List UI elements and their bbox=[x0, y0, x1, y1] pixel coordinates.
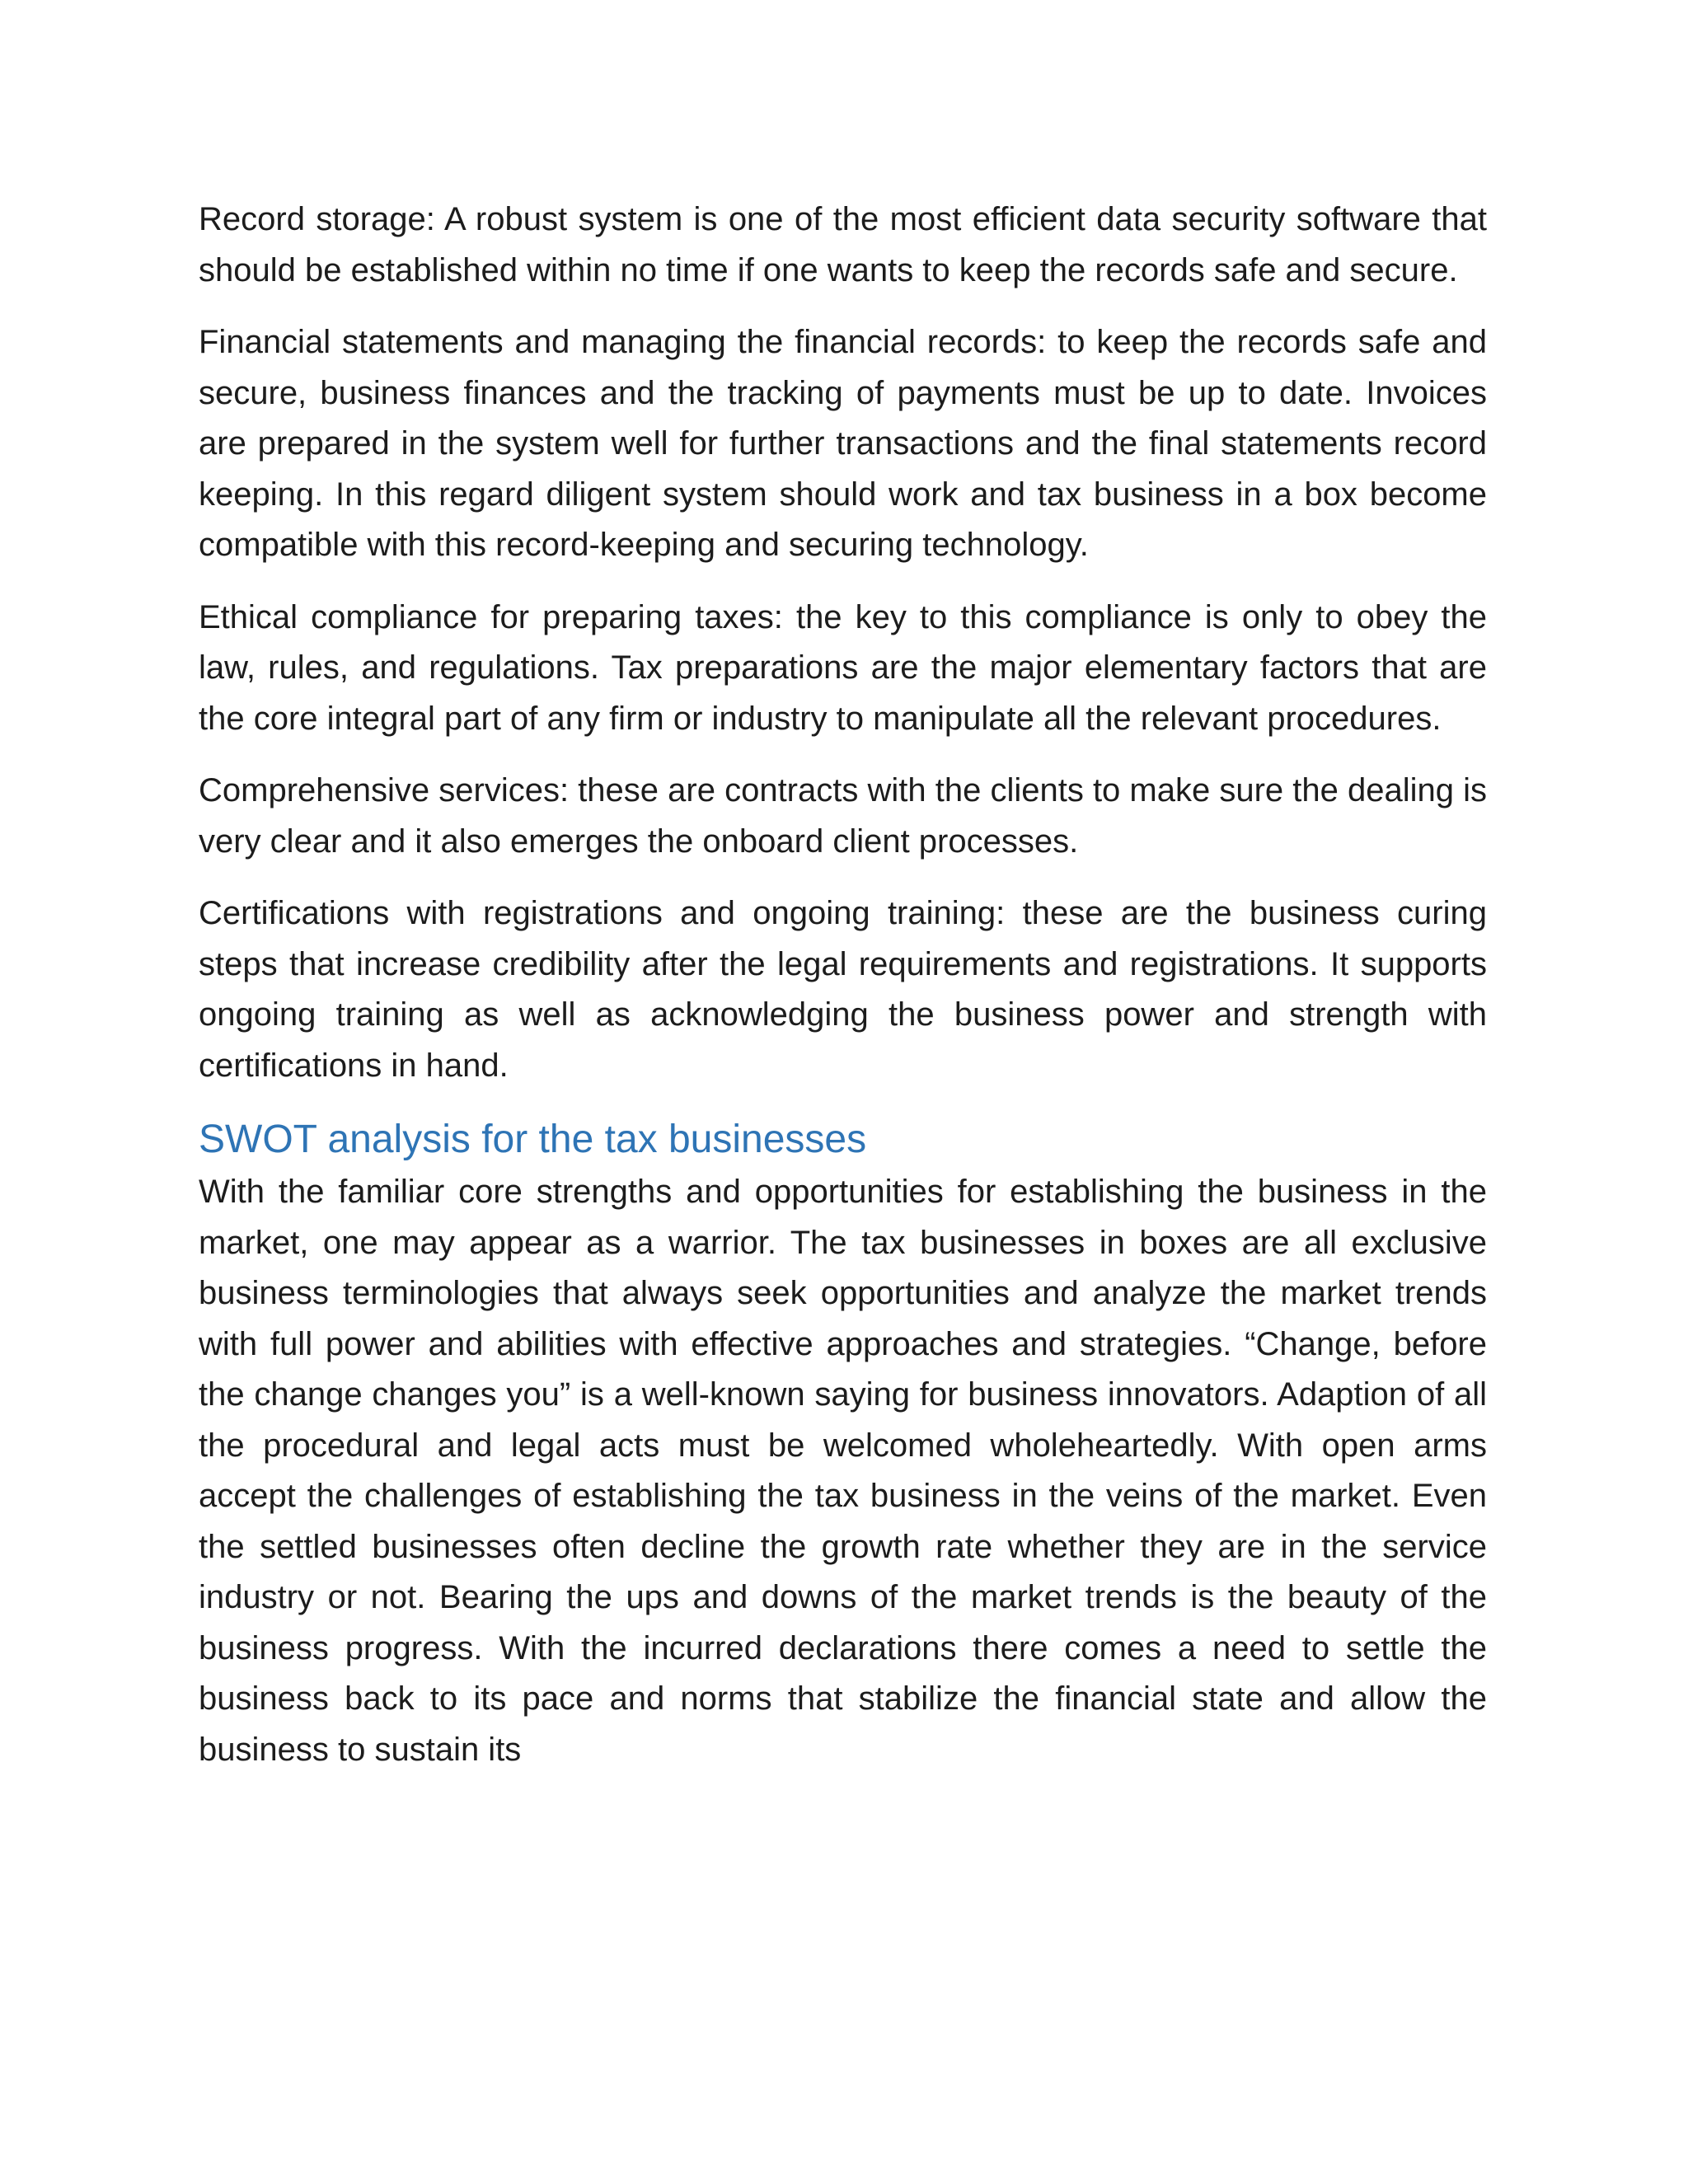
section-heading-swot: SWOT analysis for the tax businesses bbox=[199, 1118, 867, 1161]
paragraph-ethical-compliance: Ethical compliance for preparing taxes: the key to this compliance is only to obey the law, rules, and regulations. Tax preparations are the major elementary factors that are the core integral part of any firm or industry to manipulate all the relevant procedures. bbox=[199, 598, 1487, 737]
paragraph-certifications: Certifications with registrations and ongoing training: these are the business curing steps that increase credibility after the legal requirements and registrations. It supports ongoing training as well as acknowledging the business power and strength with certifications in hand. bbox=[199, 895, 1487, 1084]
document-body bbox=[199, 194, 1487, 1775]
paragraph-swot-analysis: With the familiar core strengths and opportunities for establishing the business in the market, one may appear as a warrior. The tax businesses in boxes are all exclusive business terminologies that always seek opportunities and analyze the market trends with full power and abilities with effective approaches and strategies. “Change, before the change changes you” is a well-known saying for business innovators. Adaption of all the procedural and legal acts must be welcomed wholeheartedly. With open arms accept the challenges of establishing the tax business in the veins of the market. Even the settled businesses often decline the growth rate whether they are in the service industry or not. Bearing the ups and downs of the market trends is the beauty of the business progress. With the incurred declarations there comes a need to settle the business back to its pace and norms that stabilize the financial state and allow the business to sustain its bbox=[199, 1174, 1487, 1768]
paragraph-comprehensive-services: Comprehensive services: these are contracts with the clients to make sure the dealing is very clear and it also emerges the onboard client processes. bbox=[199, 772, 1487, 860]
paragraph-financial-statements: Financial statements and managing the financial records: to keep the records safe and secure, business finances and the tracking of payments must be up to date. Invoices are prepared in the system well for further transactions and the final statements record keeping. In this regard diligent system should work and tax business in a box become compatible with this record-keeping and securing technology. bbox=[199, 324, 1487, 563]
paragraph-record-storage: Record storage: A robust system is one of the most efficient data security software that should be established within no time if one wants to keep the records safe and secure. bbox=[199, 201, 1487, 288]
